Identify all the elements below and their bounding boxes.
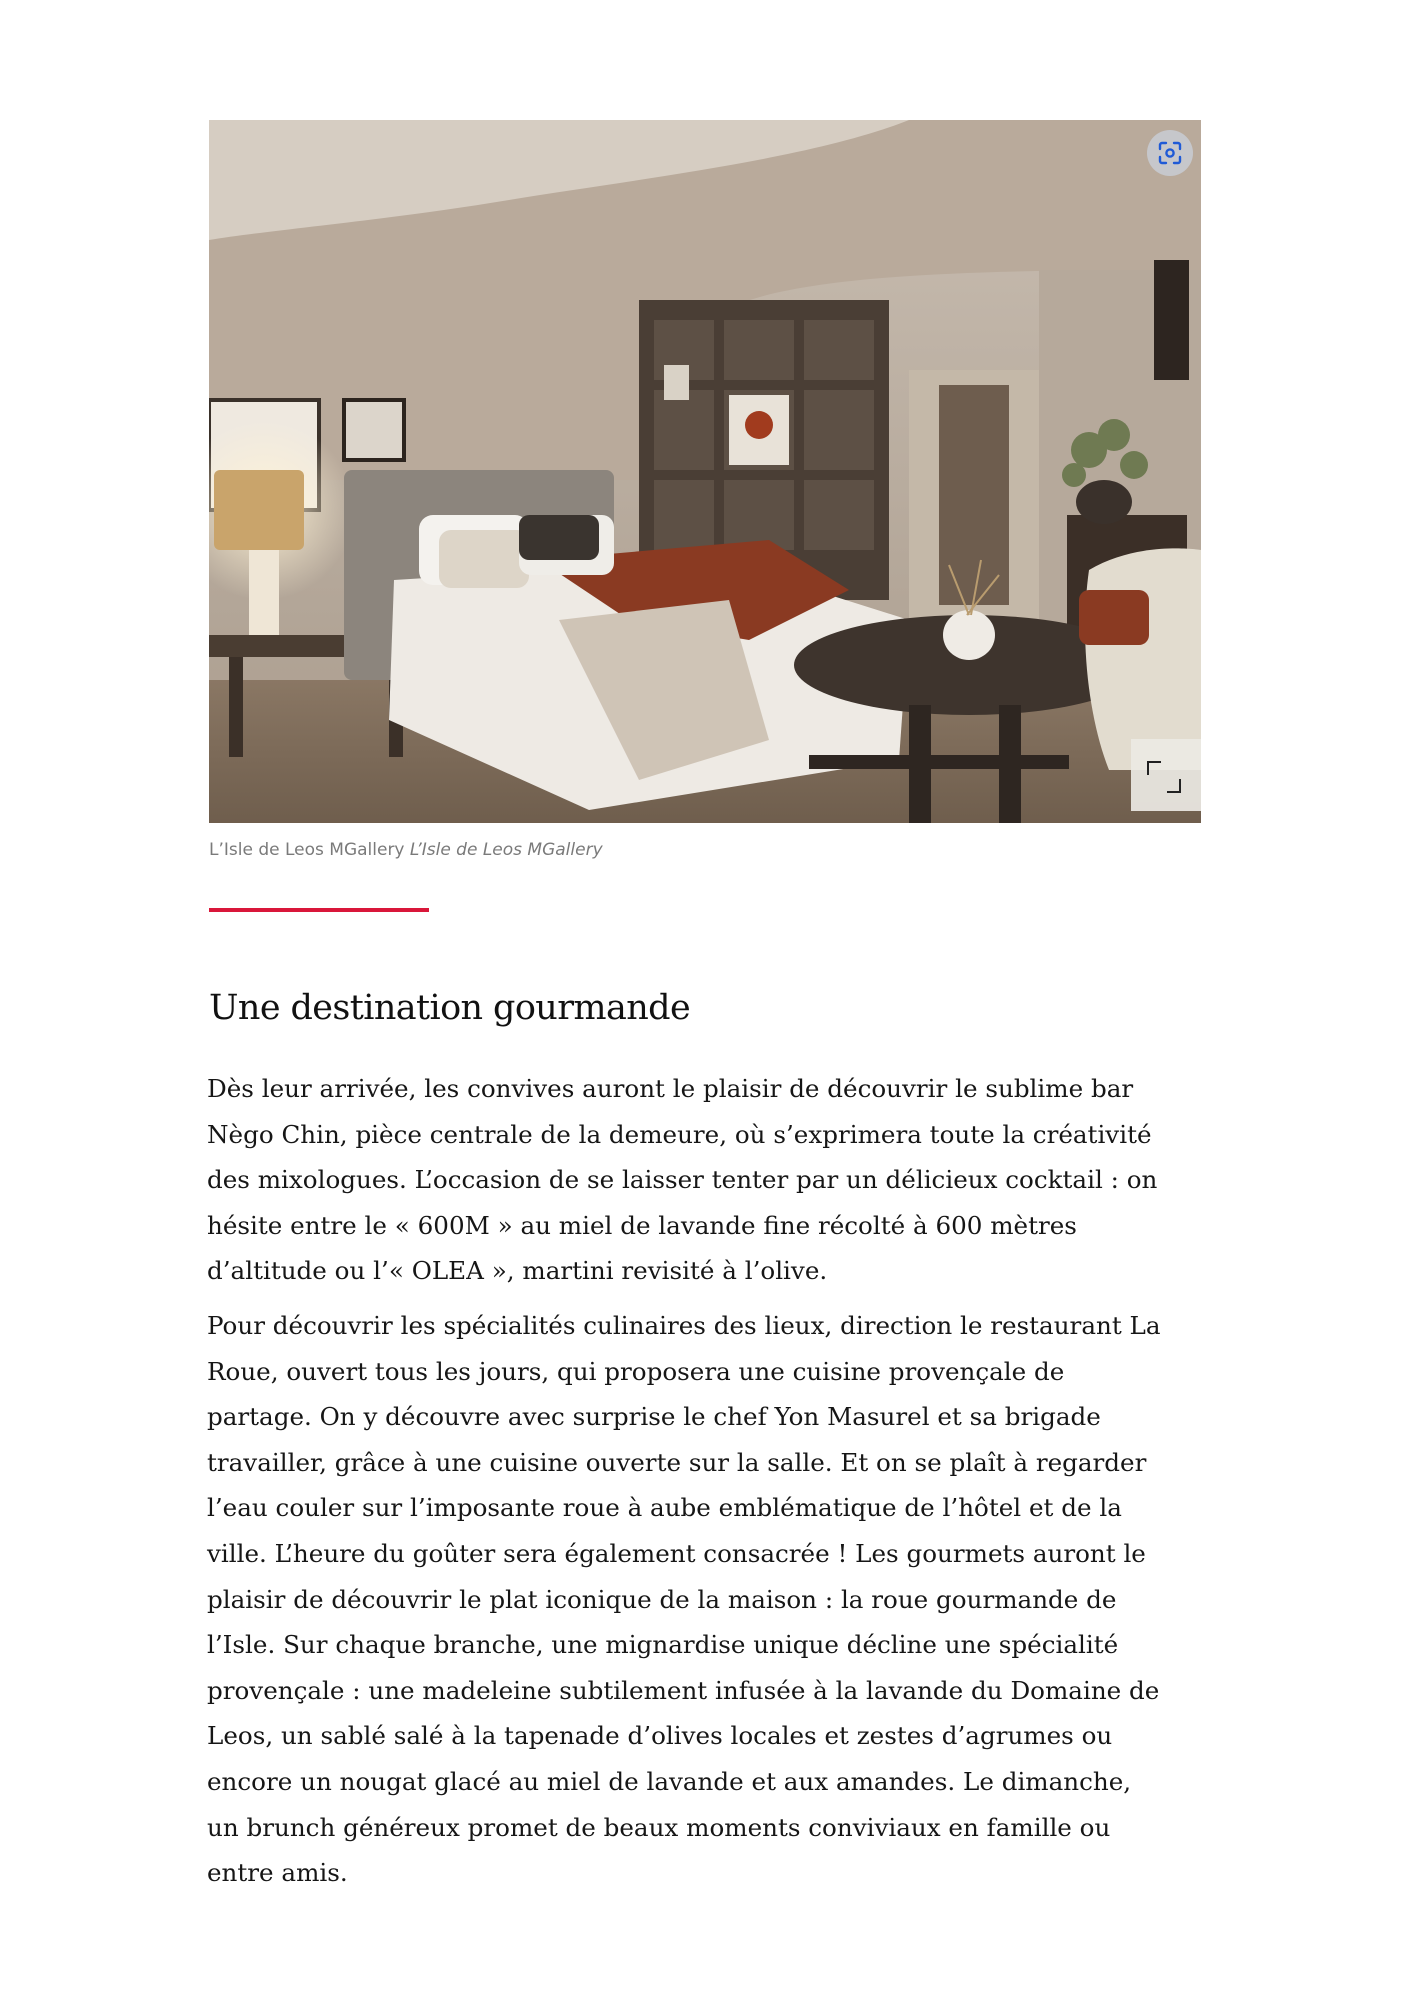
lens-search-button[interactable] (1147, 130, 1193, 176)
text-line: ville. L’heure du goûter sera également consacrée ! Les gourmets auront le (207, 1538, 1146, 1568)
text-line: l’eau couler sur l’imposante roue à aube emblématique de l’hôtel et de la (207, 1493, 1122, 1523)
paragraph (207, 1303, 1217, 1896)
text-line: partage. On y découvre avec surprise le chef Yon Masurel et sa brigade (207, 1402, 1101, 1432)
text-line: Roue, ouvert tous les jours, qui proposera une cuisine provençale de (207, 1356, 1065, 1386)
section-divider (209, 908, 429, 912)
paragraph (207, 1066, 1217, 1294)
caption-text: L’Isle de Leos MGallery (209, 840, 405, 860)
expand-corners-icon (1147, 761, 1161, 775)
photo-credit: L’Isle de Leos MGallery (409, 840, 603, 860)
scan-lens-icon (1157, 140, 1183, 166)
text-line: Leos, un sablé salé à la tapenade d’olives locales et zestes d’agrumes ou (207, 1721, 1113, 1751)
article-body (207, 1066, 1217, 1905)
text-line: plaisir de découvrir le plat iconique de la maison : la roue gourmande de (207, 1584, 1117, 1614)
text-line: encore un nougat glacé au miel de lavande et aux amandes. Le dimanche, (207, 1766, 1132, 1796)
expand-image-button[interactable] (1131, 739, 1201, 811)
text-line: hésite entre le « 600M » au miel de lavande fine récolté à 600 mètres (207, 1210, 1077, 1240)
text-line: Nègo Chin, pièce centrale de la demeure, où s’exprimera toute la créativité (207, 1119, 1152, 1149)
section-heading: Une destination gourmande (209, 988, 691, 1028)
text-line: entre amis. (207, 1858, 348, 1888)
text-line: travailler, grâce à une cuisine ouverte sur la salle. Et on se plaît à regarder (207, 1447, 1147, 1477)
text-line: Pour découvrir les spécialités culinaires des lieux, direction le restaurant La (207, 1310, 1161, 1340)
text-line: provençale : une madeleine subtilement infusée à la lavande du Domaine de (207, 1675, 1160, 1705)
article-photo[interactable] (209, 120, 1201, 823)
text-line: des mixologues. L’occasion de se laisser tenter par un délicieux cocktail : on (207, 1165, 1158, 1195)
image-caption (209, 840, 603, 860)
text-line: Dès leur arrivée, les convives auront le plaisir de découvrir le sublime bar (207, 1074, 1134, 1103)
bedroom-illustration (209, 120, 1201, 823)
text-line: d’altitude ou l’« OLEA », martini revisité à l’olive. (207, 1256, 828, 1286)
expand-corners-icon (1167, 779, 1181, 793)
text-line: l’Isle. Sur chaque branche, une mignardise unique décline une spécialité (207, 1630, 1119, 1660)
text-line: un brunch généreux promet de beaux moments conviviaux en famille ou (207, 1812, 1111, 1842)
